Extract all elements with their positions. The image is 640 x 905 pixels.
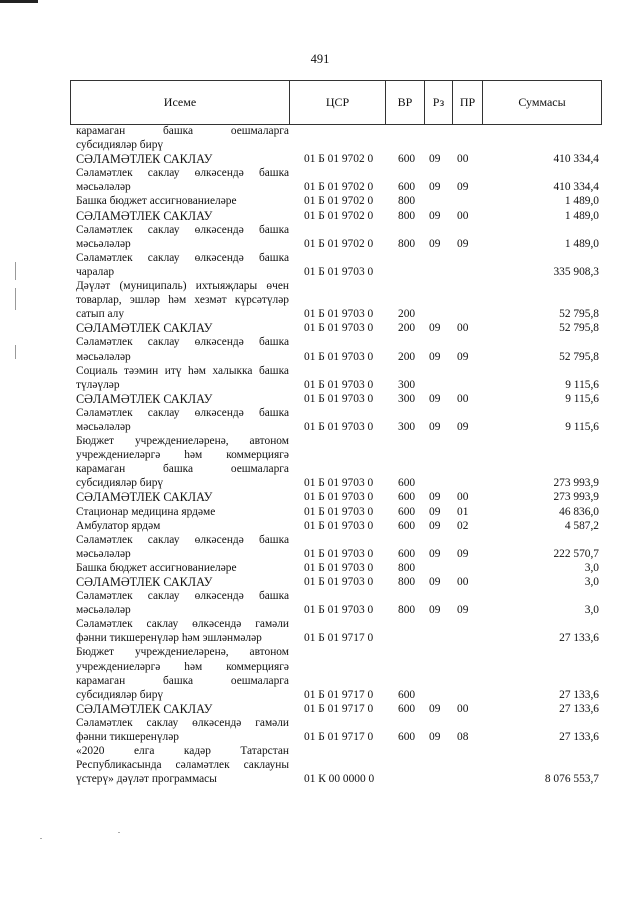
row-name [70, 505, 289, 519]
row-sum: 1 489,0 [564, 237, 599, 250]
row-sum: 1 489,0 [564, 195, 599, 208]
row-name [70, 321, 289, 335]
scan-mark [40, 838, 42, 839]
row-pr: 00 [457, 576, 469, 588]
table-row [70, 505, 601, 519]
row-rz [424, 364, 452, 392]
header-csr: ЦСР [290, 81, 386, 125]
table-row [70, 645, 601, 701]
row-vr: 600 [398, 491, 416, 504]
row-sum: 27 133,6 [559, 702, 599, 715]
row-name-line: мәсьәләләр [76, 420, 131, 433]
row-sum: 27 133,6 [559, 688, 599, 701]
row-rz: 09 [429, 392, 441, 405]
row-rz: 09 [429, 181, 441, 194]
row-rz: 09 [429, 505, 441, 518]
row-csr: 01 Б 01 9702 0 [304, 237, 374, 250]
row-csr: 01 Б 01 9703 0 [304, 378, 374, 391]
row-sum: 3,0 [584, 561, 599, 574]
row-sum: 27 133,6 [559, 632, 599, 645]
row-sum: 9 115,6 [565, 392, 599, 405]
row-name-line: учреждениеләргә һәм коммерциягә [76, 660, 289, 673]
row-name-line: Сәламәтлек саклау өлкәсендә башка [76, 223, 289, 236]
row-vr: 800 [398, 195, 416, 208]
row-name-line: мәсьәләләр [76, 604, 131, 617]
table-row [70, 223, 601, 251]
row-rz [424, 645, 452, 701]
row-sum: 46 836,0 [559, 505, 599, 518]
row-vr: 800 [398, 604, 416, 617]
row-pr: 09 [457, 181, 469, 194]
row-vr: 200 [398, 322, 416, 335]
row-csr: 01 Б 01 9717 0 [304, 702, 374, 715]
table-row [70, 589, 601, 617]
row-name [70, 519, 289, 533]
row-vr: 800 [398, 561, 416, 574]
table-row [70, 716, 601, 744]
row-csr: 01 Б 01 9703 0 [304, 491, 374, 504]
row-vr: 300 [398, 420, 416, 433]
row-sum: 52 795,8 [559, 350, 599, 363]
row-name-line: үстерү» дәүләт программасы [76, 773, 217, 786]
row-pr [452, 744, 482, 786]
table-header [70, 80, 602, 125]
row-sum: 222 570,7 [553, 547, 599, 560]
row-rz: 09 [429, 731, 441, 744]
row-pr [452, 124, 482, 152]
scan-mark [15, 288, 16, 310]
row-name-line: субсидияләр бирү [76, 477, 164, 490]
row-vr: 800 [398, 237, 416, 250]
row-pr: 00 [457, 153, 469, 166]
row-name [70, 434, 289, 490]
row-name-line: карамаган башка оешмаларга [76, 674, 289, 687]
row-name [70, 617, 289, 645]
row-pr [452, 561, 482, 575]
table-row [70, 364, 601, 392]
row-name-line: фәнни тикшеренүләр һәм эшләнмәләр [76, 632, 262, 645]
row-name-line: Амбулатор ярдәм [76, 519, 161, 532]
row-csr: 01 Б 01 9703 0 [304, 350, 374, 363]
row-csr: 01 Б 01 9703 0 [304, 392, 374, 405]
row-name [70, 124, 289, 152]
row-name-line: субсидияләр бирү [76, 139, 164, 152]
row-rz: 09 [429, 491, 441, 504]
row-rz [424, 251, 452, 279]
row-name-line: Сәламәтлек саклау өлкәсендә гамәли [76, 618, 289, 631]
row-csr: 01 Б 01 9702 0 [304, 195, 374, 208]
row-name [70, 561, 289, 575]
row-name-line: Сәламәтлек саклау өлкәсендә башка [76, 251, 289, 264]
row-name-line: Сәламәтлек саклау өлкәсендә башка [76, 590, 289, 603]
scan-mark [118, 832, 120, 833]
row-name-line: фәнни тикшеренүләр [76, 731, 179, 744]
row-name-line: Республикасында сәламәтлек саклауны [76, 759, 289, 772]
row-pr [452, 645, 482, 701]
row-csr: 01 Б 01 9703 0 [304, 547, 374, 560]
table-row [70, 519, 601, 533]
row-vr: 600 [398, 181, 416, 194]
row-name-line: СӘЛАМӘТЛЕК САКЛАУ [76, 575, 213, 589]
row-sum: 52 795,8 [559, 308, 599, 321]
row-csr: 01 Б 01 9703 0 [304, 519, 374, 532]
row-sum: 9 115,6 [565, 420, 599, 433]
row-csr: 01 Б 01 9717 0 [304, 632, 374, 645]
page-number: 491 [310, 52, 330, 66]
row-rz: 09 [429, 519, 441, 532]
row-name-line: Социаль тәэмин итү һәм халыкка башка [76, 364, 289, 377]
row-name-line: мәсьәләләр [76, 237, 131, 250]
row-pr: 09 [457, 350, 469, 363]
row-name-line: сатып алу [76, 308, 125, 321]
table-row [70, 152, 601, 166]
row-name-line: Сәламәтлек саклау өлкәсендә башка [76, 533, 289, 546]
row-csr: 01 Б 01 9703 0 [304, 308, 374, 321]
row-name [70, 194, 289, 208]
row-csr: 01 Б 01 9703 0 [304, 477, 374, 490]
header-name: Исеме [71, 81, 290, 125]
row-name-line: СӘЛАМӘТЛЕК САКЛАУ [76, 152, 213, 167]
row-name-line: Сәламәтлек саклау өлкәсендә башка [76, 406, 289, 419]
row-name-line: «2020 елга кадәр Татарстан [76, 745, 289, 758]
row-name-line: СӘЛАМӘТЛЕК САКЛАУ [76, 490, 213, 505]
row-vr: 600 [398, 547, 416, 560]
scan-mark [15, 345, 16, 359]
row-name [70, 490, 289, 504]
row-sum: 27 133,6 [559, 731, 599, 744]
row-sum: 410 334,4 [553, 153, 599, 166]
scan-mark [15, 262, 16, 280]
row-sum: 410 334,4 [553, 181, 599, 194]
row-name-line: СӘЛАМӘТЛЕК САКЛАУ [76, 208, 213, 223]
row-pr [452, 434, 482, 490]
row-vr: 600 [398, 505, 416, 518]
row-csr: 01 Б 01 9703 0 [304, 505, 374, 518]
row-csr: 01 Б 01 9702 0 [304, 153, 374, 166]
row-csr: 01 Б 01 9702 0 [304, 209, 374, 222]
row-name [70, 645, 289, 701]
row-csr: 01 Б 01 9717 0 [304, 731, 374, 744]
row-vr [385, 744, 424, 786]
row-name [70, 279, 289, 321]
table-body [70, 124, 601, 786]
row-pr: 00 [457, 392, 469, 405]
row-name [70, 251, 289, 279]
row-name [70, 209, 289, 223]
row-vr: 600 [398, 688, 416, 701]
row-sum: 335 908,3 [553, 265, 599, 278]
row-name [70, 335, 289, 363]
row-sum: 3,0 [584, 576, 599, 588]
row-vr: 600 [398, 153, 416, 166]
header-pr: ПР [453, 81, 483, 125]
table-row [70, 490, 601, 504]
header-sum: Суммасы [483, 81, 602, 125]
row-name-line: түләүләр [76, 378, 120, 391]
row-vr: 200 [398, 350, 416, 363]
row-name-line: Сәламәтлек саклау өлкәсендә башка [76, 336, 289, 349]
row-rz [424, 561, 452, 575]
row-csr: 01 Б 01 9703 0 [304, 604, 374, 617]
row-pr [452, 364, 482, 392]
row-csr: 01 Б 01 9703 0 [304, 561, 374, 574]
row-vr: 600 [398, 731, 416, 744]
row-vr: 800 [398, 209, 416, 222]
row-pr: 08 [457, 731, 469, 744]
row-name-line: СӘЛАМӘТЛЕК САКЛАУ [76, 701, 213, 716]
row-name-line: карамаган башка оешмаларга [76, 125, 289, 137]
row-csr: 01 Б 01 9703 0 [304, 420, 374, 433]
row-vr: 300 [398, 378, 416, 391]
row-name-line: мәсьәләләр [76, 181, 131, 194]
row-rz [424, 279, 452, 321]
row-name [70, 575, 289, 589]
row-name-line: карамаган башка оешмаларга [76, 463, 289, 476]
row-pr: 09 [457, 604, 469, 617]
row-name-line: товарлар, эшләр һәм хезмәт күрсәтүләр [76, 294, 289, 307]
row-sum: 9 115,6 [565, 378, 599, 391]
row-rz [424, 617, 452, 645]
row-name-line: мәсьәләләр [76, 547, 131, 560]
row-name [70, 744, 289, 786]
row-rz [424, 434, 452, 490]
table-row [70, 744, 601, 786]
row-rz: 09 [429, 322, 441, 335]
row-rz: 09 [429, 702, 441, 715]
row-csr: 01 Б 01 9702 0 [304, 181, 374, 194]
row-pr [452, 279, 482, 321]
row-sum: 3,0 [584, 604, 599, 617]
row-name [70, 223, 289, 251]
table-row [70, 124, 601, 152]
row-name-line: Бюджет учреждениеләренә, автоном [76, 435, 289, 448]
row-name-line: субсидияләр бирү [76, 688, 164, 701]
row-rz [424, 194, 452, 208]
row-sum: 4 587,2 [564, 519, 599, 532]
table-row [70, 251, 601, 279]
row-name [70, 406, 289, 434]
row-pr: 09 [457, 420, 469, 433]
table-row [70, 406, 601, 434]
row-rz: 09 [429, 420, 441, 433]
row-pr: 09 [457, 237, 469, 250]
row-name [70, 364, 289, 392]
row-pr: 01 [457, 505, 469, 518]
row-name-line: Сәламәтлек саклау өлкәсендә башка [76, 167, 289, 180]
table-row [70, 617, 601, 645]
table-row [70, 335, 601, 363]
row-pr [452, 617, 482, 645]
top-edge-line [0, 0, 38, 3]
row-sum: 52 795,8 [559, 322, 599, 335]
row-csr: 01 Б 01 9703 0 [304, 576, 374, 588]
row-sum: 1 489,0 [564, 209, 599, 222]
row-pr: 00 [457, 702, 469, 715]
header-rz: Рз [425, 81, 453, 125]
row-sum: 273 993,9 [553, 477, 599, 490]
row-pr: 00 [457, 209, 469, 222]
row-pr: 00 [457, 491, 469, 504]
row-name [70, 533, 289, 561]
row-vr: 800 [398, 576, 416, 588]
row-name [70, 702, 289, 716]
table-row [70, 279, 601, 321]
row-rz: 09 [429, 209, 441, 222]
row-vr: 600 [398, 702, 416, 715]
row-csr: 01 Б 01 9703 0 [304, 322, 374, 335]
row-pr: 02 [457, 519, 469, 532]
row-pr [452, 194, 482, 208]
row-name-line: учреждениеләргә һәм коммерциягә [76, 449, 289, 462]
row-rz [424, 124, 452, 152]
row-name [70, 716, 289, 744]
row-name-line: Башка бюджет ассигнованиеләре [76, 195, 237, 208]
row-name-line: СӘЛАМӘТЛЕК САКЛАУ [76, 391, 213, 406]
row-name-line: Бюджет учреждениеләренә, автоном [76, 646, 289, 659]
row-rz: 09 [429, 576, 441, 588]
table-row [70, 561, 601, 575]
row-name-line: Башка бюджет ассигнованиеләре [76, 561, 237, 574]
row-rz: 09 [429, 350, 441, 363]
row-name-line: чаралар [76, 265, 115, 278]
row-name [70, 589, 289, 617]
header-vr: ВР [386, 81, 425, 125]
row-name-line: СӘЛАМӘТЛЕК САКЛАУ [76, 321, 213, 336]
row-sum: 8 076 553,7 [544, 773, 599, 786]
table-row [70, 575, 601, 589]
row-name [70, 152, 289, 166]
table-row [70, 533, 601, 561]
row-vr: 600 [398, 477, 416, 490]
row-csr [289, 124, 385, 152]
row-csr: 01 Б 01 9703 0 [304, 265, 374, 278]
table-row [70, 166, 601, 194]
row-name-line: мәсьәләләр [76, 350, 131, 363]
table-row [70, 392, 601, 406]
table-row [70, 321, 601, 335]
row-sum: 273 993,9 [553, 491, 599, 504]
row-rz: 09 [429, 604, 441, 617]
row-pr: 00 [457, 322, 469, 335]
row-rz: 09 [429, 153, 441, 166]
row-rz: 09 [429, 547, 441, 560]
row-pr [452, 251, 482, 279]
row-vr [385, 124, 424, 152]
table-row [70, 702, 601, 716]
row-name-line: Стационар медицина ярдәме [76, 505, 216, 518]
row-vr: 600 [398, 519, 416, 532]
row-vr: 300 [398, 392, 416, 405]
row-rz: 09 [429, 237, 441, 250]
row-name [70, 392, 289, 406]
row-name [70, 166, 289, 194]
row-pr: 09 [457, 547, 469, 560]
row-rz [424, 744, 452, 786]
row-vr: 200 [398, 308, 416, 321]
row-name-line: Сәламәтлек саклау өлкәсендә гамәли [76, 716, 289, 729]
row-csr: 01 К 00 0000 0 [304, 773, 375, 786]
row-vr [385, 251, 424, 279]
row-sum [482, 124, 601, 152]
table-row [70, 434, 601, 490]
row-vr [385, 617, 424, 645]
table-row [70, 209, 601, 223]
row-csr: 01 Б 01 9717 0 [304, 688, 374, 701]
table-row [70, 194, 601, 208]
row-name-line: Дәүләт (муниципаль) ихтыяҗлары өчен [76, 280, 289, 293]
